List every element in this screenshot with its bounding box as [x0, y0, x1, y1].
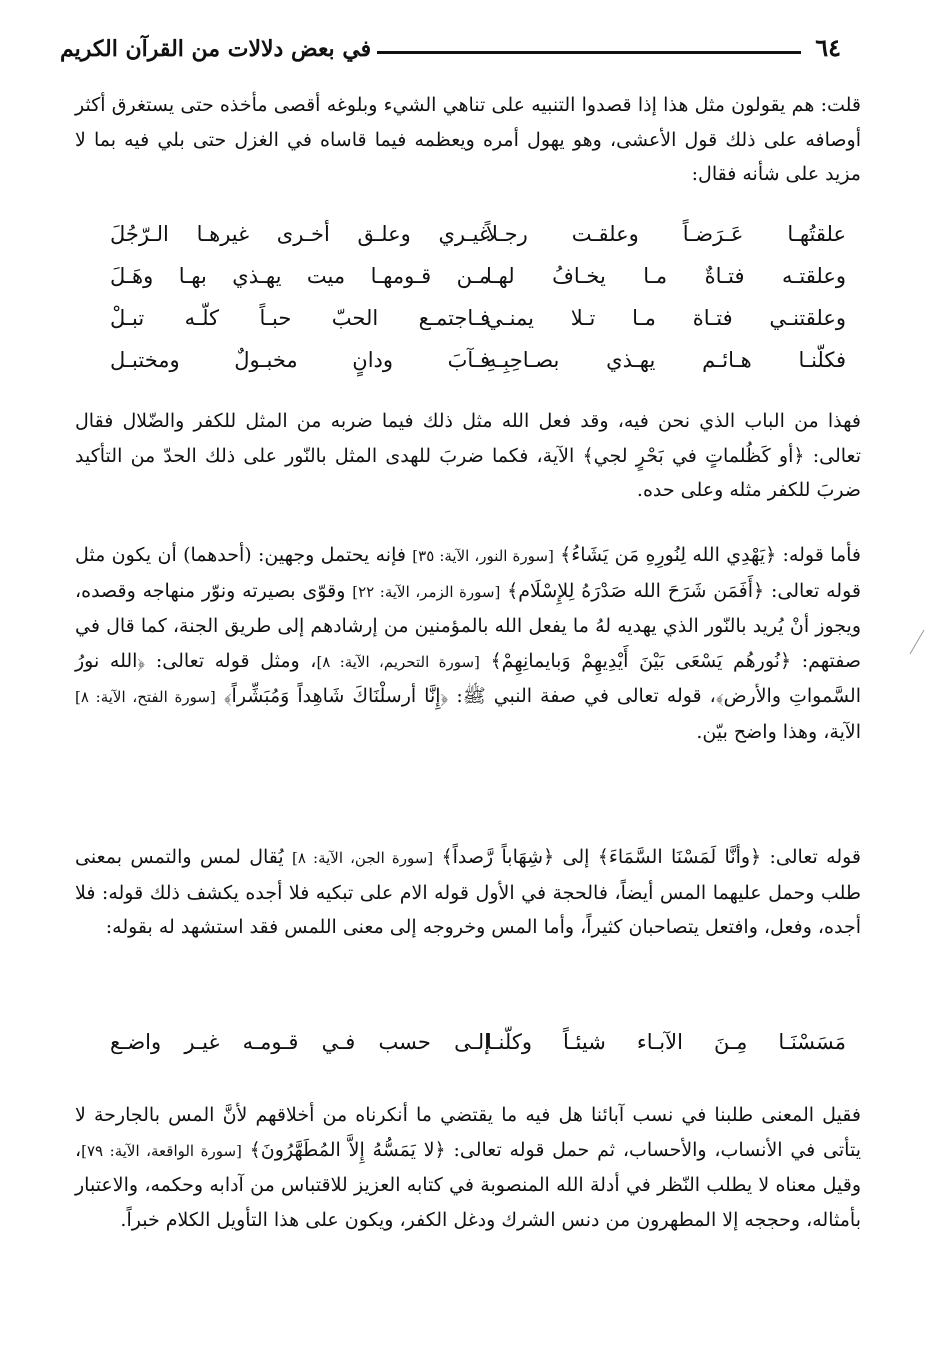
paragraph-3-text-c: وقوّى بصيرته ونوّر منهاجه وقصده، ويجوز أنْ يُريد بالنّور الذي يهديه لهُ ما يفعل الله بالمؤمنين من إرشادهم إلى طريق الجنة، كما قال في صفتهم: ﴿نُورهُم يَسْعَى بَيْنَ أَيْدِيهِمْ وَبايمانِهِمْ﴾: [75, 579, 861, 672]
quran-citation: [سورة الواقعة، الآية: ٧٩]: [81, 1141, 242, 1160]
page-number: ٦٤: [815, 33, 841, 62]
paragraph-5-text-b: ، وقيل معناه لا يطلب النّظر في أدلة الله المنصوبة في كتابه العزيز للاقتباس من آدابه وحكمه، والاعتبار بأمثاله، وحججه إلا المطهرون من دنس الشرك ودغل الكفر، ويكون على هذا التأويل الكلام خبراً.: [75, 1138, 861, 1231]
verse-first-hemistich: وعلقتنـي فتـاة مـا تـلا يمنـي: [486, 306, 846, 330]
paragraph-3: [75, 538, 861, 749]
quran-citation: [سورة الفتح، الآية: ٨]: [75, 688, 216, 706]
verse-second-hemistich: غيـري وعلـق أخـرى غيرهـا الـرّجُلَ: [110, 222, 490, 246]
paragraph-1: قلت: هم يقولون مثل هذا إذا قصدوا التنبيه على تناهي الشيء وبلوغه أقصى مأخذه حتى يستغرق أكثر أوصافه على ذلك قول الأعشى، وهو يهول أمره ويعظمه فيما قاساه في الغزل حتى بلي فيه بما لا مزيد على شأنه فقال:: [75, 94, 861, 185]
verse-line: [110, 1030, 846, 1070]
paragraph-3-text-e: الآية، وهذا واضح بيّن.: [696, 720, 861, 743]
paragraph-2: فهذا من الباب الذي نحن فيه، وقد فعل الله مثل ذلك فيما ضربه من المثل للكفر والضّلال فقال تعالى: ﴿أو كَظُلماتٍ في بَحْرٍ لجي﴾ الآية، فكما ضربَ للهدى المثل بالنّور على ذلك الحدّ من التأكيد ضربَ للكفر مثله وعلى حده.: [75, 410, 861, 501]
quran-citation: [سورة الزمر، الآية: ٢٢]: [352, 582, 501, 601]
quran-citation: [سورة الجن، الآية: ٨]: [292, 849, 434, 867]
verse-second-hemistich: إلـى حسب فـي قـومـه غيـر واضـع: [110, 1030, 490, 1054]
margin-pen-mark: [906, 628, 926, 658]
page-header: [60, 22, 841, 62]
paragraph-3-text-b: فإنه يحتمل وجهين: (أحدهما) أن يكون مثل قوله تعالى: ﴿أَفَمَن شَرَحَ الله صَدْرَهُ لِلإِسْلَام﴾: [75, 544, 861, 602]
paragraph-4: [75, 840, 861, 945]
running-title: في بعض دلالات من القرآن الكريم: [60, 36, 372, 62]
verse-line: [110, 264, 846, 304]
paragraph-5-text-a: فقيل المعنى طلبنا في نسب آبائنا هل فيه ما يقتضي ما أنكرناه من أخلاقهم لأنَّ المس بالجارحة لا يتأتى في الأنساب، والأحساب، ثم حمل قوله تعالى: ﴿لا يَمَسُّهُ إِلاَّ المُطَهَّرُونَ﴾: [75, 1104, 862, 1161]
verse-second-hemistich: فـآبَ ودانٍ مخبـولٌ ومختبـل: [110, 348, 490, 372]
verse-second-hemistich: مـن قـومهـا ميت يهـذي بهـا وهَـلَ: [110, 264, 490, 288]
verse-first-hemistich: علقتُهـا عَـرَضـاً وعلقـت رجـلاً: [486, 222, 846, 246]
verse-first-hemistich: وعلقتـه فتـاةٌ مـا يخـافُ لهـا: [486, 264, 846, 288]
paragraph-5: [75, 1098, 861, 1237]
paragraph-4-text-a: قوله تعالى: ﴿وأنَّا لَمَسْنَا السَّمَاءَ﴾ إلى ﴿شِهَاباً رَّصداً﴾: [433, 846, 862, 868]
verse-first-hemistich: مَسَسْنَـا مِـنَ الآبـاء شيئـاً وكلّنـا: [486, 1030, 846, 1054]
paragraph-3-text-d: ، ومثل قوله تعالى: ﴿الله نورُ السَّمواتِ والأرض﴾، قوله تعالى في صفة النبي ﷺ: ﴿إِنَّا أرسلْنَاكَ شَاهِداً وَمُبَشِّراً﴾: [75, 649, 861, 707]
paragraph-4-text-b: يُقال لمس والتمس بمعنى طلب وحمل عليهما المس أيضاً، فالحجة في الأول قوله الام على تبكيه فلا أجده يكشف ذلك قوله: فلا أجده، وفعل، وافتعل يتصاحبان كثيراً، وأما المس وخروجه إلى معنى اللمس فقد استشهد له بقوله:: [75, 846, 861, 938]
quran-citation: [سورة التحريم، الآية: ٨]: [316, 652, 480, 671]
quran-citation: [سورة النور، الآية: ٣٥]: [412, 547, 554, 565]
verse-line: [110, 306, 846, 346]
header-rule: [377, 51, 801, 54]
verse-first-hemistich: فكلّنـا هـائـم يهـذي بصـاحِبِـهِ: [486, 348, 846, 372]
verse-second-hemistich: فـاجتمـع الحبّ حبـاً كلّـه تبـلْ: [110, 306, 490, 330]
verse-line: [110, 222, 846, 262]
paragraph-3-text-a: فأما قوله: ﴿يَهْدِي الله لِنُورِهِ مَن يَشَاءُ﴾: [553, 544, 861, 566]
verse-line: [110, 348, 846, 388]
